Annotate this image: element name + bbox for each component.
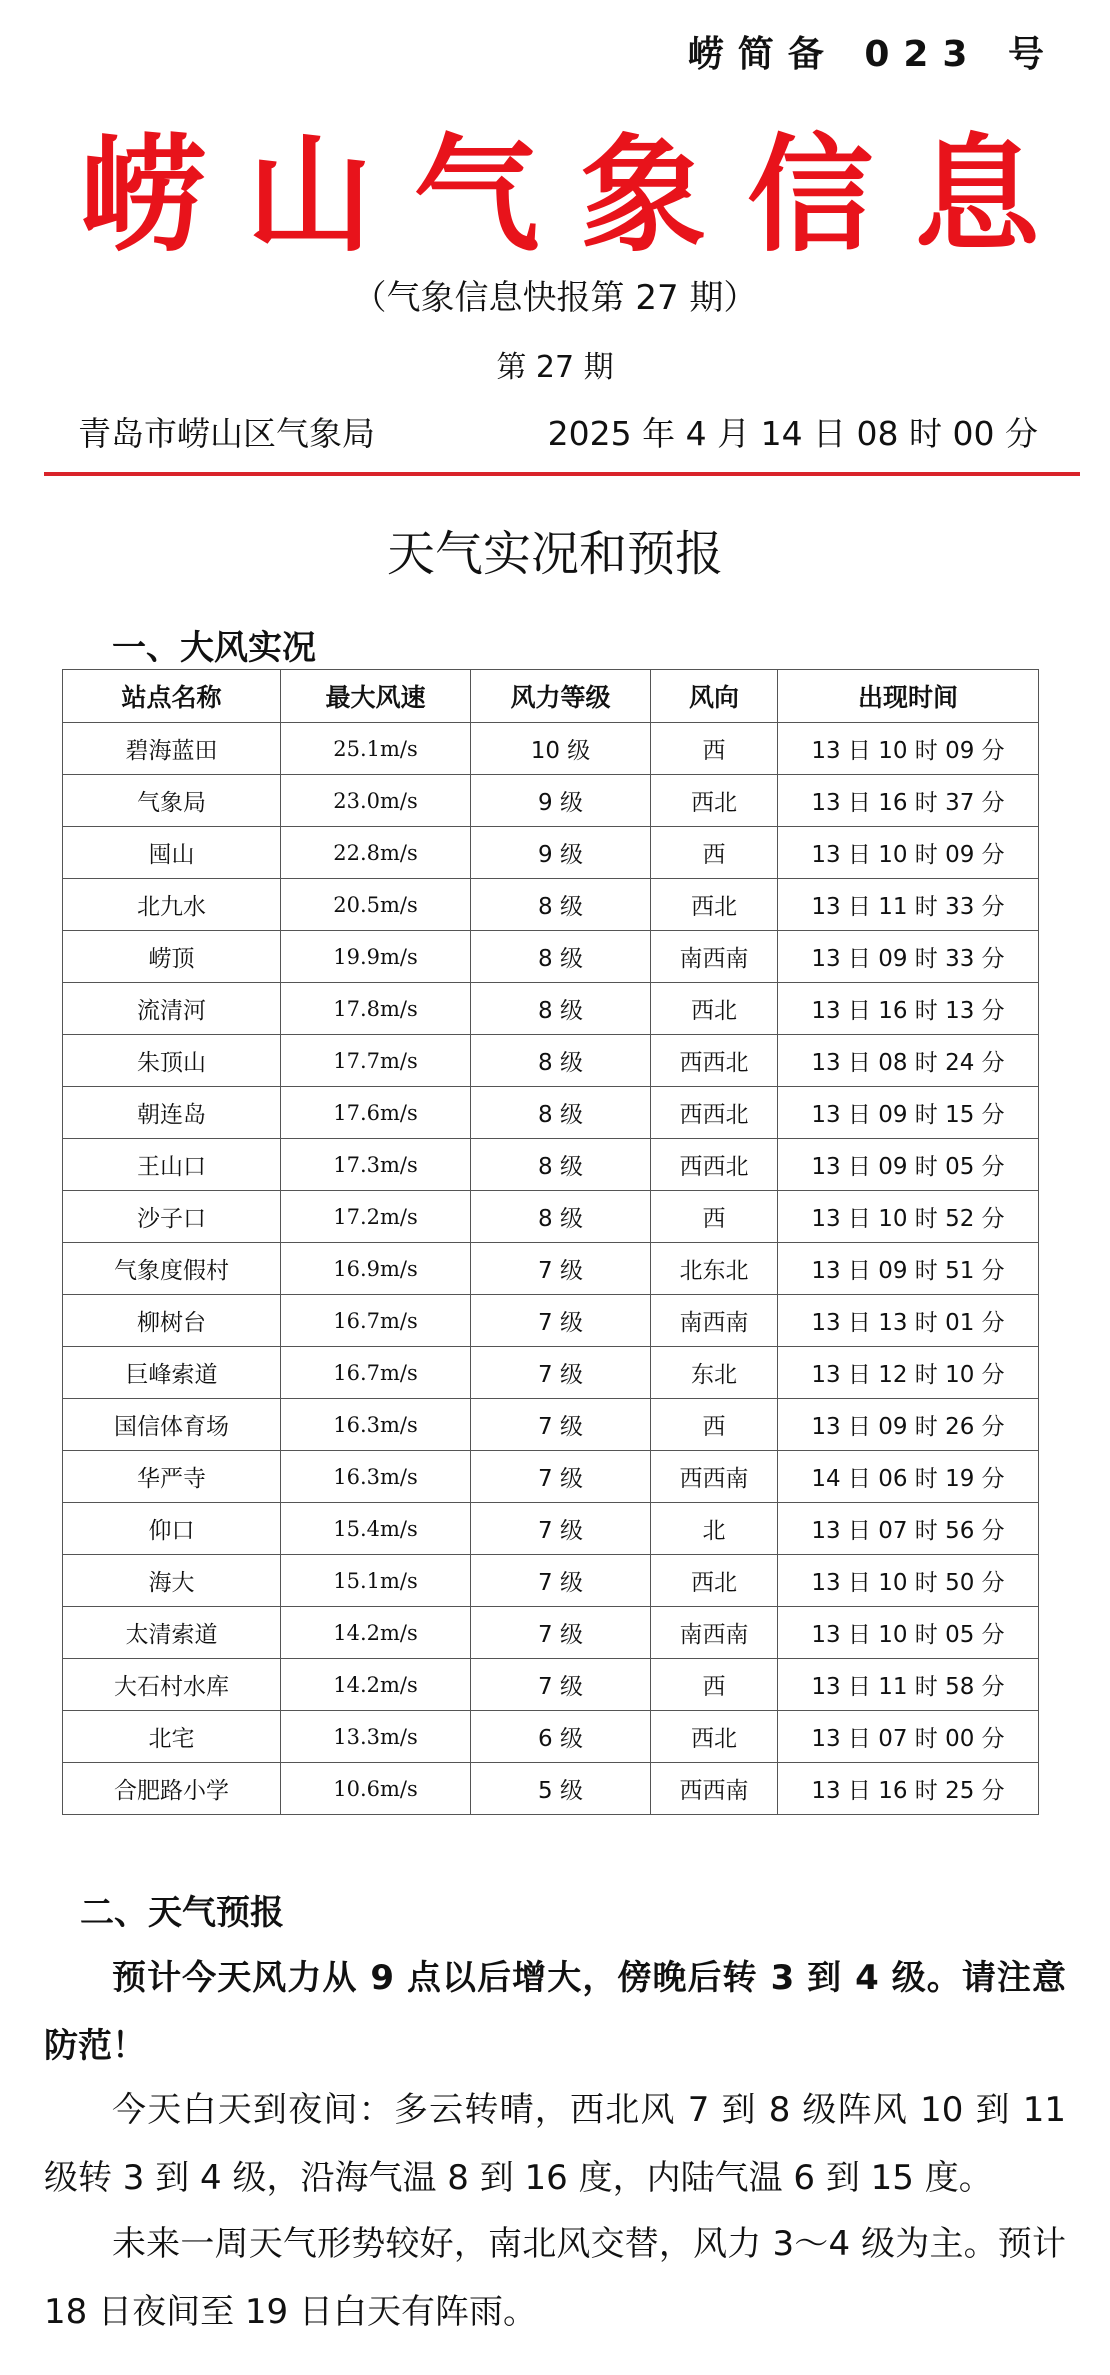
forecast-warning: 预计今天风力从 9 点以后增大，傍晚后转 3 到 4 级。请注意防范！ [44, 1958, 1066, 2066]
cell-occurrence-time: 13 日 08 时 24 分 [778, 1035, 1039, 1087]
cell-station: 朝连岛 [63, 1087, 281, 1139]
cell-station: 崂顶 [63, 931, 281, 983]
table-row [63, 1659, 1039, 1711]
cell-max-speed: 15.4m/s [281, 1503, 471, 1555]
cell-wind-direction: 南西南 [651, 931, 778, 983]
table-row [63, 1503, 1039, 1555]
cell-station: 仰口 [63, 1503, 281, 1555]
table-row [63, 827, 1039, 879]
issuing-bureau: 青岛市崂山区气象局 [78, 414, 375, 453]
cell-wind-level: 10 级 [471, 723, 651, 775]
cell-station: 华严寺 [63, 1451, 281, 1503]
table-row [63, 1555, 1039, 1607]
cell-max-speed: 17.3m/s [281, 1139, 471, 1191]
cell-occurrence-time: 13 日 11 时 58 分 [778, 1659, 1039, 1711]
cell-occurrence-time: 13 日 16 时 37 分 [778, 775, 1039, 827]
cell-station: 囤山 [63, 827, 281, 879]
cell-wind-level: 8 级 [471, 879, 651, 931]
cell-wind-direction: 西 [651, 827, 778, 879]
cell-max-speed: 13.3m/s [281, 1711, 471, 1763]
cell-wind-level: 7 级 [471, 1607, 651, 1659]
cell-station: 太清索道 [63, 1607, 281, 1659]
cell-wind-level: 6 级 [471, 1711, 651, 1763]
cell-occurrence-time: 13 日 09 时 51 分 [778, 1243, 1039, 1295]
cell-station: 大石村水库 [63, 1659, 281, 1711]
red-divider [44, 472, 1080, 476]
masthead-char: 信 [747, 121, 874, 269]
cell-wind-level: 7 级 [471, 1555, 651, 1607]
table-row [63, 1607, 1039, 1659]
table-row [63, 723, 1039, 775]
cell-wind-level: 8 级 [471, 1087, 651, 1139]
header-wind-level: 风力等级 [471, 670, 651, 723]
cell-occurrence-time: 13 日 13 时 01 分 [778, 1295, 1039, 1347]
subtitle: （气象信息快报第 27 期） [352, 278, 758, 318]
cell-max-speed: 17.6m/s [281, 1087, 471, 1139]
cell-occurrence-time: 13 日 10 时 09 分 [778, 827, 1039, 879]
cell-station: 合肥路小学 [63, 1763, 281, 1815]
cell-max-speed: 19.9m/s [281, 931, 471, 983]
table-row [63, 775, 1039, 827]
cell-occurrence-time: 14 日 06 时 19 分 [778, 1451, 1039, 1503]
section-heading-wind: 一、大风实况 [112, 628, 316, 668]
cell-wind-direction: 西北 [651, 1711, 778, 1763]
table-row [63, 1191, 1039, 1243]
cell-wind-direction: 西 [651, 1659, 778, 1711]
cell-max-speed: 22.8m/s [281, 827, 471, 879]
table-row [63, 1763, 1039, 1815]
cell-wind-level: 8 级 [471, 1035, 651, 1087]
cell-occurrence-time: 13 日 11 时 33 分 [778, 879, 1039, 931]
cell-wind-direction: 西西北 [651, 1087, 778, 1139]
cell-station: 国信体育场 [63, 1399, 281, 1451]
cell-occurrence-time: 13 日 09 时 33 分 [778, 931, 1039, 983]
cell-wind-level: 8 级 [471, 931, 651, 983]
cell-station: 朱顶山 [63, 1035, 281, 1087]
cell-max-speed: 25.1m/s [281, 723, 471, 775]
masthead-char: 崂 [80, 121, 206, 269]
cell-wind-level: 7 级 [471, 1451, 651, 1503]
cell-wind-level: 7 级 [471, 1659, 651, 1711]
cell-wind-direction: 西西北 [651, 1035, 778, 1087]
forecast-today: 今天白天到夜间：多云转晴，西北风 7 到 8 级阵风 10 到 11 级转 3 到 4 级，沿海气温 8 到 16 度，内陆气温 6 到 15 度。 [44, 2090, 1066, 2198]
cell-wind-direction: 南西南 [651, 1607, 778, 1659]
header-max-speed: 最大风速 [281, 670, 471, 723]
table-row [63, 983, 1039, 1035]
table-row [63, 1243, 1039, 1295]
cell-max-speed: 16.3m/s [281, 1399, 471, 1451]
cell-occurrence-time: 13 日 10 时 52 分 [778, 1191, 1039, 1243]
cell-wind-direction: 西西北 [651, 1139, 778, 1191]
cell-occurrence-time: 13 日 09 时 26 分 [778, 1399, 1039, 1451]
cell-wind-direction: 西北 [651, 983, 778, 1035]
masthead-char: 息 [913, 121, 1040, 269]
cell-station: 流清河 [63, 983, 281, 1035]
cell-max-speed: 23.0m/s [281, 775, 471, 827]
table-header-row [63, 670, 1039, 723]
cell-wind-direction: 西北 [651, 775, 778, 827]
cell-occurrence-time: 13 日 09 时 15 分 [778, 1087, 1039, 1139]
document-number: 崂简备 023 号 [687, 34, 1058, 75]
cell-station: 气象度假村 [63, 1243, 281, 1295]
cell-max-speed: 16.7m/s [281, 1347, 471, 1399]
masthead-title [80, 121, 1040, 269]
cell-max-speed: 15.1m/s [281, 1555, 471, 1607]
report-title: 天气实况和预报 [386, 526, 723, 582]
table-row [63, 931, 1039, 983]
cell-max-speed: 10.6m/s [281, 1763, 471, 1815]
cell-wind-direction: 西 [651, 723, 778, 775]
cell-max-speed: 16.9m/s [281, 1243, 471, 1295]
cell-wind-direction: 西 [651, 1191, 778, 1243]
cell-occurrence-time: 13 日 07 时 56 分 [778, 1503, 1039, 1555]
table-row [63, 1295, 1039, 1347]
cell-station: 海大 [63, 1555, 281, 1607]
cell-max-speed: 14.2m/s [281, 1659, 471, 1711]
cell-max-speed: 17.8m/s [281, 983, 471, 1035]
cell-max-speed: 16.7m/s [281, 1295, 471, 1347]
cell-max-speed: 17.7m/s [281, 1035, 471, 1087]
cell-wind-level: 9 级 [471, 827, 651, 879]
table-row [63, 1451, 1039, 1503]
forecast-week: 未来一周天气形势较好，南北风交替，风力 3～4 级为主。预计 18 日夜间至 19 日白天有阵雨。 [44, 2224, 1066, 2332]
header-occurrence-time: 出现时间 [778, 670, 1039, 723]
cell-occurrence-time: 13 日 12 时 10 分 [778, 1347, 1039, 1399]
cell-station: 王山口 [63, 1139, 281, 1191]
cell-occurrence-time: 13 日 10 时 05 分 [778, 1607, 1039, 1659]
cell-wind-direction: 南西南 [651, 1295, 778, 1347]
table-row [63, 1347, 1039, 1399]
cell-station: 碧海蓝田 [63, 723, 281, 775]
cell-wind-level: 7 级 [471, 1295, 651, 1347]
cell-wind-direction: 北东北 [651, 1243, 778, 1295]
cell-occurrence-time: 13 日 16 时 25 分 [778, 1763, 1039, 1815]
cell-wind-direction: 西 [651, 1399, 778, 1451]
cell-station: 气象局 [63, 775, 281, 827]
cell-max-speed: 14.2m/s [281, 1607, 471, 1659]
cell-occurrence-time: 13 日 07 时 00 分 [778, 1711, 1039, 1763]
cell-wind-direction: 西西南 [651, 1451, 778, 1503]
masthead-char: 气 [413, 121, 540, 269]
table-row [63, 1399, 1039, 1451]
cell-wind-direction: 西北 [651, 1555, 778, 1607]
cell-wind-level: 7 级 [471, 1399, 651, 1451]
cell-wind-level: 8 级 [471, 983, 651, 1035]
cell-max-speed: 16.3m/s [281, 1451, 471, 1503]
cell-station: 柳树台 [63, 1295, 281, 1347]
header-station: 站点名称 [63, 670, 281, 723]
cell-wind-level: 7 级 [471, 1503, 651, 1555]
cell-wind-level: 5 级 [471, 1763, 651, 1815]
cell-wind-level: 7 级 [471, 1347, 651, 1399]
cell-wind-direction: 东北 [651, 1347, 778, 1399]
header-wind-direction: 风向 [651, 670, 778, 723]
cell-station: 北宅 [63, 1711, 281, 1763]
table-row [63, 1139, 1039, 1191]
masthead-char: 象 [580, 121, 707, 269]
section-heading-forecast: 二、天气预报 [80, 1893, 284, 1933]
table-row [63, 1035, 1039, 1087]
cell-occurrence-time: 13 日 16 时 13 分 [778, 983, 1039, 1035]
table-row [63, 1711, 1039, 1763]
cell-wind-direction: 西西南 [651, 1763, 778, 1815]
cell-occurrence-time: 13 日 10 时 09 分 [778, 723, 1039, 775]
cell-station: 沙子口 [63, 1191, 281, 1243]
table-row [63, 879, 1039, 931]
cell-max-speed: 20.5m/s [281, 879, 471, 931]
cell-occurrence-time: 13 日 10 时 50 分 [778, 1555, 1039, 1607]
cell-station: 北九水 [63, 879, 281, 931]
wind-observation-table [62, 669, 1039, 1815]
cell-station: 巨峰索道 [63, 1347, 281, 1399]
cell-wind-direction: 西北 [651, 879, 778, 931]
issue-number: 第 27 期 [496, 350, 614, 385]
cell-wind-level: 7 级 [471, 1243, 651, 1295]
cell-wind-level: 9 级 [471, 775, 651, 827]
issue-datetime: 2025 年 4 月 14 日 08 时 00 分 [547, 414, 1038, 453]
cell-wind-level: 8 级 [471, 1191, 651, 1243]
cell-occurrence-time: 13 日 09 时 05 分 [778, 1139, 1039, 1191]
cell-wind-level: 8 级 [471, 1139, 651, 1191]
cell-max-speed: 17.2m/s [281, 1191, 471, 1243]
masthead-char: 山 [246, 121, 373, 269]
cell-wind-direction: 北 [651, 1503, 778, 1555]
table-row [63, 1087, 1039, 1139]
